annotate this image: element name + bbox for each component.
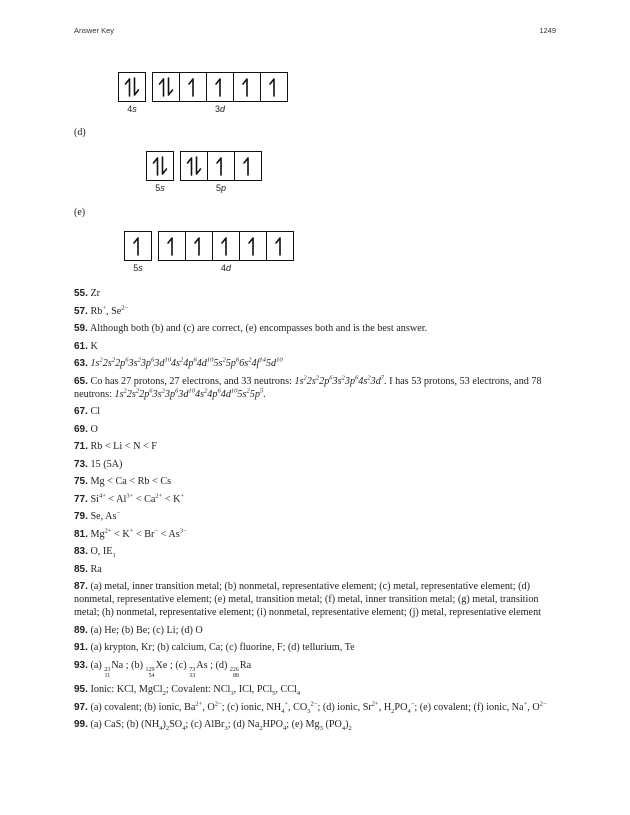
orbital-boxes [158, 231, 294, 261]
orbital-group [152, 72, 288, 114]
answer-item [74, 458, 558, 471]
answer-text: Zr [87, 288, 101, 299]
answer-item [74, 287, 558, 300]
answer-number: 85. [74, 563, 88, 575]
answer-item [74, 375, 558, 401]
orbital-group [124, 231, 152, 273]
orbital-group [146, 151, 174, 193]
answer-number: 55. [74, 288, 88, 299]
answer-number: 89. [74, 624, 88, 636]
answer-text: Mg < Ca < Rb < Cs [87, 476, 172, 487]
orbital-label: 5s [155, 183, 165, 193]
answer-text: (a) metal, inner transition metal; (b) nonmetal, representative element; (c) metal, representative element; (d) nonmetal, representative element; (e) metal, transition metal; (f) metal, inner transition metal; (g) metal, transition metal; (h) nonmetal, representative element; (i) nonmetal, representative element; (j) metal, representative element [74, 581, 542, 618]
answer-number: 97. [74, 701, 88, 713]
answer-number: 95. [74, 684, 88, 695]
answer-text: (a) krypton, Kr; (b) calcium, Ca; (c) fluorine, F; (d) tellurium, Te [87, 642, 355, 653]
answer-text: Ra [87, 563, 102, 575]
orbital-box-single [206, 72, 234, 102]
answer-number: 83. [74, 546, 88, 557]
orbital-box-paired [146, 151, 174, 181]
running-header: Answer Key [74, 26, 115, 35]
answer-text: Rb+, $Se^{2-}$ [87, 304, 129, 317]
answer-item [74, 701, 558, 714]
answer-item [74, 641, 558, 654]
answer-number: 75. [74, 476, 88, 487]
answer-item [74, 340, 558, 353]
answer-number: 99. [74, 719, 88, 730]
answer-item [74, 580, 558, 619]
answer-text: O [87, 423, 98, 435]
orbital-boxes [118, 72, 146, 102]
answer-item [74, 683, 558, 696]
orbital-diagram-d [146, 151, 268, 193]
answer-text: Co has 27 protons, 27 electrons, and 33 neutrons: $1s^22s^22p^63s^23p^64s^23d^7$. I has 53 protons, 53 electrons, and 78 neutrons: $1s^22s^22p^63s^23p^63d^{10}4s^24p^64d^{10}5s^25p^5$. [74, 374, 542, 400]
orbital-group [118, 72, 146, 114]
orbital-boxes [146, 151, 174, 181]
orbital-boxes [124, 231, 152, 261]
answer-list [74, 287, 558, 736]
answer-item [74, 659, 558, 679]
orbital-diagram-e [124, 231, 300, 273]
answer-text: (a) He; (b) Be; (c) Li; (d) O [87, 624, 203, 636]
answer-item [74, 305, 558, 318]
orbital-box-single [239, 231, 267, 261]
answer-text: (a) CaS; (b) $(NH_4)_2SO_4$; (c) AlBr$_3$; (d) $Na_2HPO_4$; (e) $Mg_3$ $(PO_4)_2$ [87, 719, 352, 733]
answer-item [74, 357, 558, 370]
orbital-group [158, 231, 294, 273]
answer-item [74, 528, 558, 541]
answer-text: Although both (b) and (c) are correct, (e) encompasses both and is the best answer. [87, 323, 428, 334]
answer-number: 77. [74, 493, 88, 505]
orbital-box-paired [180, 151, 208, 181]
answer-text: Ionic: KCl, MgCl$_2$; Covalent: NCl$_3$, ICl, PCl$_5$, CCl$_4$ [87, 684, 301, 698]
orbital-box-paired [152, 72, 180, 102]
orbital-label: 5p [215, 183, 227, 193]
answer-number: 79. [74, 511, 88, 522]
orbital-box-single [266, 231, 294, 261]
answer-number: 87. [74, 581, 88, 592]
answer-item [74, 475, 558, 488]
answer-number: 73. [74, 458, 88, 470]
answer-item [74, 563, 558, 576]
answer-text: Cl [87, 406, 101, 417]
answer-item [74, 423, 558, 436]
answer-text: (a) 23 11 Na ; (b) 129 54 Xe ; (c) 73 33 As ; (d) 226 88 Ra [87, 659, 252, 679]
answer-text: O, $IE_1$ [87, 546, 116, 560]
orbital-box-single [185, 231, 213, 261]
orbital-box-paired [118, 72, 146, 102]
answer-number: 65. [74, 375, 88, 387]
answer-item [74, 405, 558, 418]
subpart-label-d: (d) [74, 127, 86, 138]
answer-number: 71. [74, 441, 88, 452]
answer-number: 69. [74, 423, 88, 435]
answer-number: 59. [74, 323, 88, 334]
answer-number: 81. [74, 528, 88, 540]
answer-text: (a) covalent; (b) ionic, $Ba^{2+}$, $O^{2-}$; (c) ionic, $NH_4^+$, $CO_3^{2-}$; (d) ionic, $Sr^{2+}$, $H_2PO_4^-$; (e) covalent; (f) ionic, Na+, $O^{2-}$ [87, 700, 547, 715]
orbital-box-single [179, 72, 207, 102]
answer-item [74, 493, 558, 506]
answer-text: 15 (5A) [87, 458, 123, 470]
orbital-box-single [260, 72, 288, 102]
answer-item [74, 510, 558, 523]
answer-item [74, 322, 558, 335]
answer-number: 91. [74, 642, 88, 653]
answer-text: Se, As− [87, 509, 121, 522]
orbital-label: 5s [133, 263, 143, 273]
subpart-label-e: (e) [74, 207, 86, 218]
answer-text: $Si^{4+} < Al^{3+} < Ca^{2+} < K^+$ [87, 492, 185, 505]
orbital-boxes [180, 151, 262, 181]
answer-number: 57. [74, 305, 88, 317]
orbital-box-single [234, 151, 262, 181]
answer-number: 67. [74, 406, 88, 417]
orbital-diagram-c [118, 72, 294, 114]
orbital-box-single [124, 231, 152, 261]
answer-number: 63. [74, 358, 88, 369]
answer-item [74, 624, 558, 637]
answer-item [74, 718, 558, 731]
orbital-group [180, 151, 262, 193]
answer-text: $Mg^{2+} < K^+ < Br^- < As^{3-}$ [87, 527, 187, 540]
answer-text: Rb < Li < N < F [87, 441, 157, 452]
orbital-boxes [152, 72, 288, 102]
orbital-box-single [233, 72, 261, 102]
orbital-box-single [207, 151, 235, 181]
answer-item [74, 440, 558, 453]
page-number: 1249 [539, 26, 556, 35]
orbital-label: 4d [220, 263, 232, 273]
answer-number: 93. [74, 659, 88, 671]
answer-text: K [87, 340, 98, 352]
answer-item [74, 545, 558, 558]
orbital-box-single [212, 231, 240, 261]
answer-number: 61. [74, 340, 88, 352]
answer-text: $1s^22s^22p^63s^23p^63d^{10}4s^24p^64d^{10}5s^25p^66s^24f^{14}5d^{10}$ [90, 356, 283, 369]
orbital-label: 4s [127, 104, 137, 114]
orbital-box-single [158, 231, 186, 261]
orbital-label: 3d [214, 104, 226, 114]
